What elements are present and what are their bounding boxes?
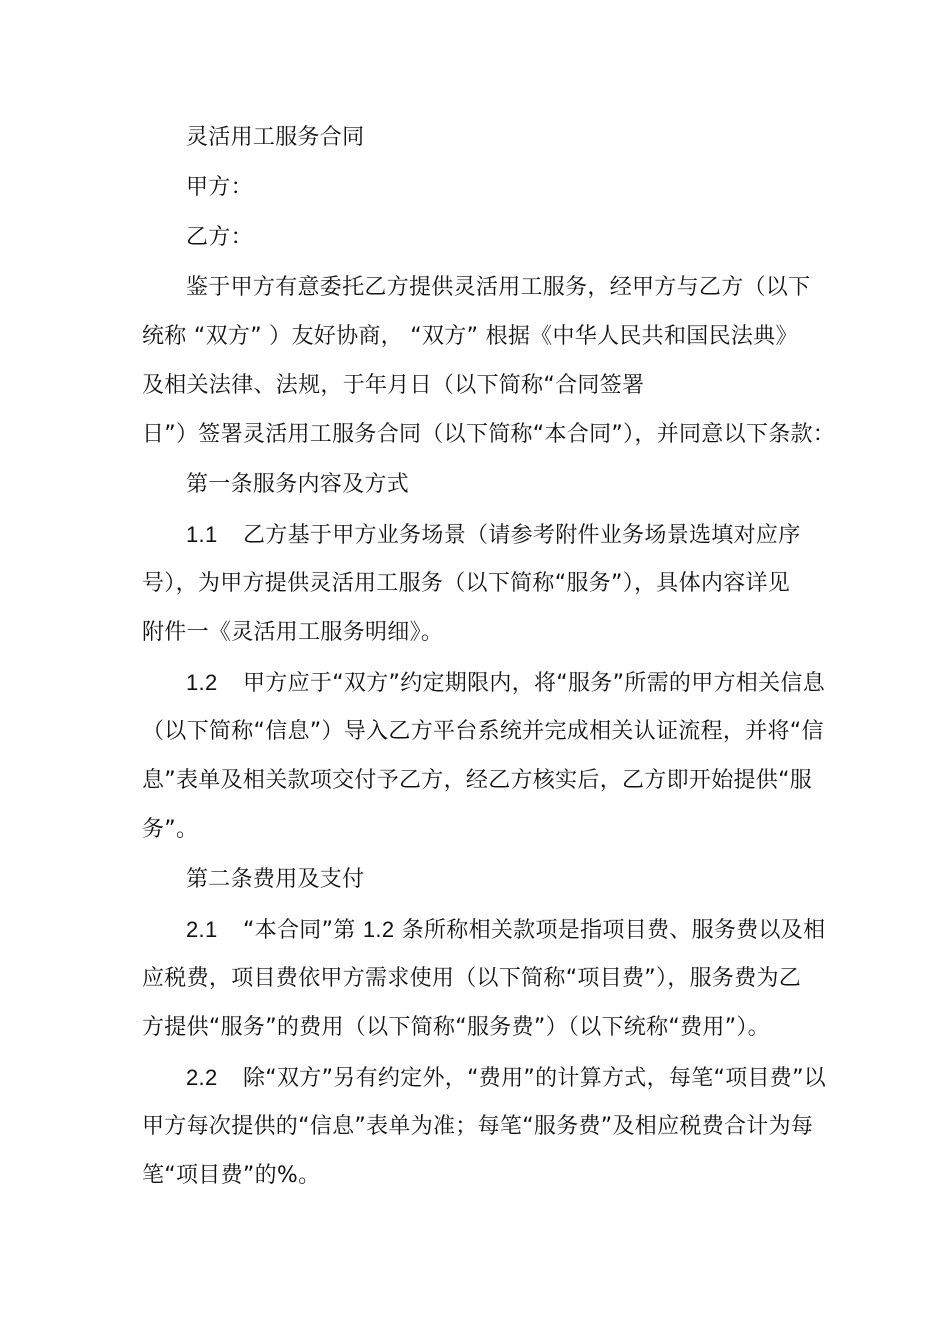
- clause-number: 2.2: [186, 1065, 218, 1090]
- clause-1-1-line-3: 附件一《灵活用工服务明细》。: [142, 620, 444, 645]
- clause-number: 1.2: [186, 670, 218, 695]
- clause-number: 1.1: [186, 522, 218, 547]
- clause-1-2-line-3: 息”表单及相关款项交付予乙方，经乙方核实后，乙方即开始提供“服: [142, 768, 813, 793]
- clause-text: “本合同”第: [243, 918, 363, 943]
- clause-number: 2.1: [186, 917, 218, 942]
- party-a-label: 甲方：: [186, 175, 253, 200]
- clause-text: 甲方应于“双方”约定期限内，将“服务”所需的甲方相关信息: [243, 671, 825, 696]
- clause-2-1-line-3: 方提供“服务”的费用（以下简称“服务费”）（以下统称“费用”）。: [142, 1015, 770, 1040]
- clause-text: 条所称相关款项是指项目费、服务费以及相: [394, 918, 826, 943]
- clause-text: 乙方基于甲方业务场景（请参考附件业务场景选填对应序: [243, 523, 801, 548]
- preamble-line-4: 日”）签署灵活用工服务合同（以下简称“本合同”），并同意以下条款：: [142, 422, 836, 447]
- clause-2-1-line-1: [186, 910, 866, 950]
- clause-1-2-line-1: [186, 663, 866, 703]
- clause-2-2-line-2: 甲方每次提供的“信息”表单为准；每笔“服务费”及相应税费合计为每: [142, 1114, 814, 1139]
- document-title: 灵活用工服务合同: [186, 125, 365, 150]
- preamble-line-2: 统称 “双方” ）友好协商， “双方” 根据《中华人民共和国民法典》: [142, 324, 798, 349]
- preamble-line-3: 及相关法律、法规，于年月日（以下简称“合同签署: [142, 373, 645, 398]
- preamble-line-1: 鉴于甲方有意委托乙方提供灵活用工服务，经甲方与乙方（以下: [186, 275, 811, 300]
- party-b-label: 乙方：: [186, 225, 253, 250]
- clause-2-2-line-1: [186, 1058, 866, 1098]
- clause-1-2-line-2: （以下简称“信息”）导入乙方平台系统并完成相关认证流程，并将“信: [142, 719, 824, 744]
- clause-1-2-line-4: 务”。: [142, 817, 199, 842]
- clause-2-2-line-3: 笔“项目费”的%。: [142, 1163, 321, 1188]
- clause-1-1-line-1: [186, 515, 866, 555]
- clause-2-1-line-2: 应税费，项目费依甲方需求使用（以下简称“项目费”），服务费为乙: [142, 966, 802, 991]
- article-1-heading: 第一条服务内容及方式: [186, 472, 410, 497]
- clause-reference: 1.2: [362, 917, 395, 942]
- clause-text: 除“双方”另有约定外，“费用”的计算方式，每笔“项目费”以: [243, 1066, 827, 1091]
- article-2-heading: 第二条费用及支付: [186, 867, 365, 892]
- clause-1-1-line-2: 号），为甲方提供灵活用工服务（以下简称“服务”），具体内容详见: [142, 571, 791, 596]
